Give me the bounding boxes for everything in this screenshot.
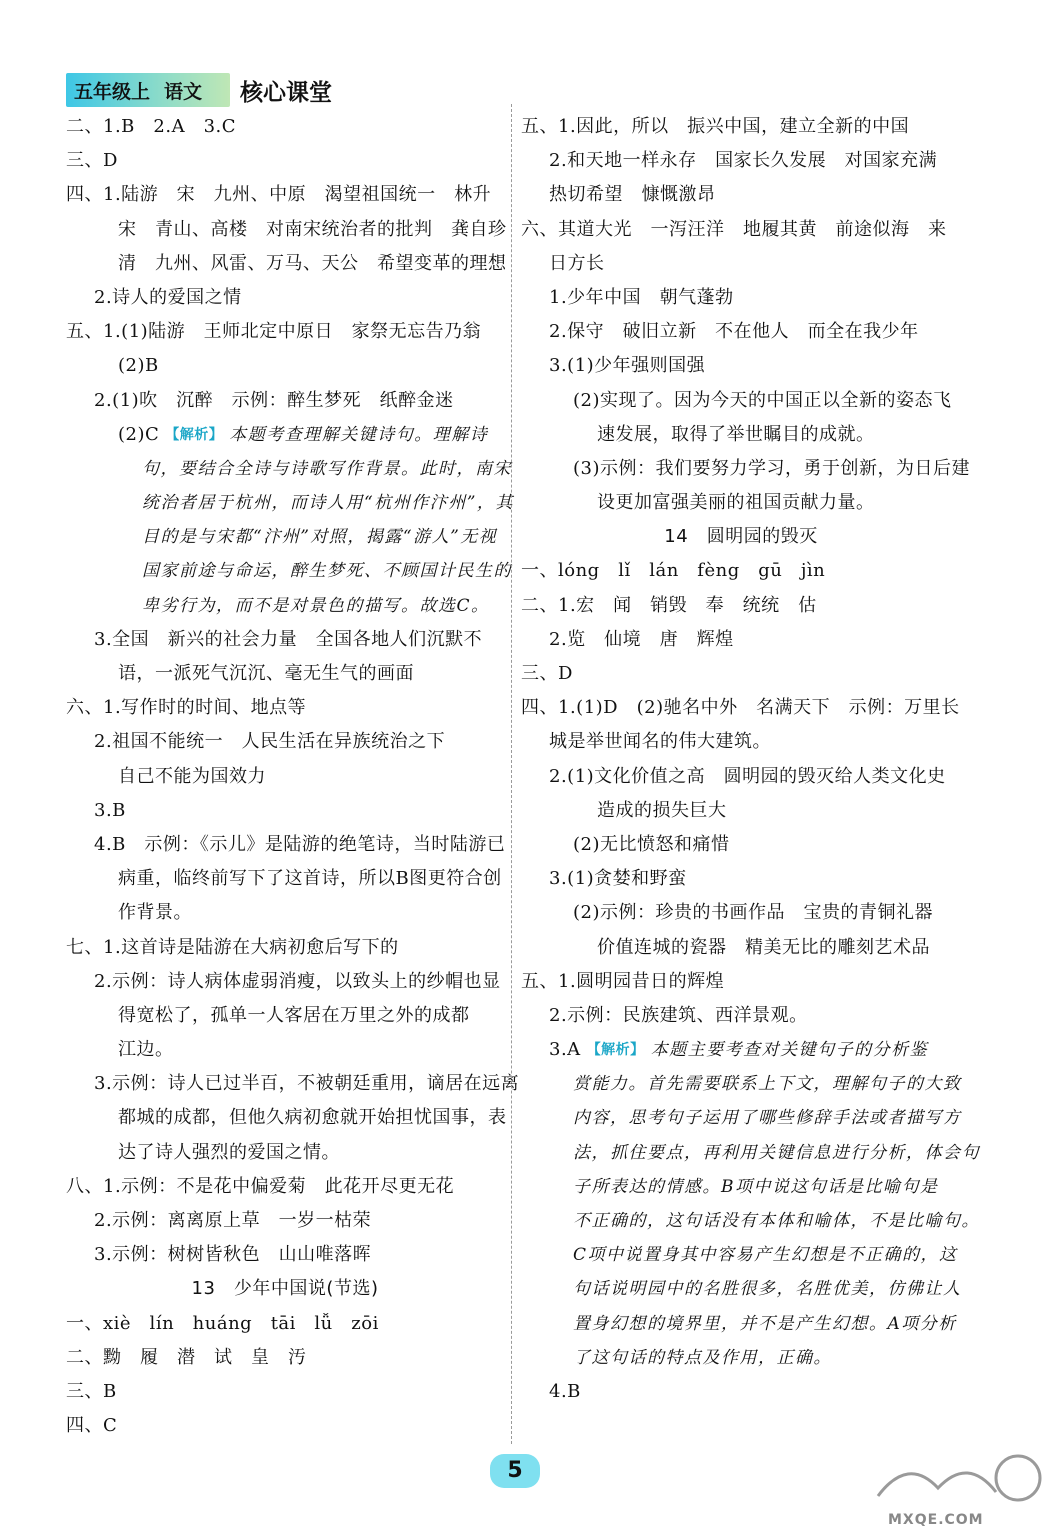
right-column-line xyxy=(521,657,961,691)
line-text: 4.B xyxy=(549,1380,581,1402)
line-text: 城是举世闻名的伟大建筑。 xyxy=(549,731,771,753)
left-column-line xyxy=(66,247,507,281)
line-text: 日方长 xyxy=(549,252,605,274)
line-text: 目的是与宋都“汴州”对照，揭露“游人”无视 xyxy=(142,527,498,548)
right-column-line xyxy=(521,554,961,588)
left-column-line xyxy=(66,1409,504,1443)
line-text: 子所表达的情感。B项中说这句话是比喻句是 xyxy=(573,1176,939,1197)
analysis-tag: 【解析】 xyxy=(586,1042,645,1059)
right-column-line xyxy=(521,1136,980,1170)
line-text: (2)实现了。因为今天的中国正以全新的姿态飞 xyxy=(573,389,952,411)
left-column xyxy=(66,110,520,1443)
line-text: (2)B xyxy=(118,355,159,377)
left-column-line xyxy=(66,965,504,999)
line-text: 语，一派死气沉沉、毫无生气的画面 xyxy=(118,663,414,684)
line-text: 统治者居于杭州，而诗人用“杭州作汴州”，其 xyxy=(142,493,514,514)
line-text: 2.和天地一样永存 国家长久发展 对国家充满 xyxy=(549,150,938,172)
column-divider xyxy=(511,104,512,1444)
left-column-line xyxy=(66,349,504,383)
line-text: C项中说置身其中容易产生幻想是不正确的，这 xyxy=(573,1245,958,1266)
left-column-line xyxy=(66,999,504,1033)
right-column-line xyxy=(521,349,961,383)
right-column-line xyxy=(521,384,961,418)
line-text: 2.(1)吹 沉醉 示例：醉生梦死 纸醉金迷 xyxy=(94,389,454,411)
right-column-line xyxy=(521,1101,961,1135)
grade-subject-badge xyxy=(66,73,230,107)
line-text: 热切希望 慷慨激昂 xyxy=(549,184,716,206)
right-column-line xyxy=(521,725,961,759)
line-text: 病重，临终前写下了这首诗，所以B图更符合创 xyxy=(118,868,502,890)
line-text: 三、D xyxy=(521,663,573,684)
right-column-line xyxy=(521,315,961,349)
line-text: 二、1.B 2.A 3.C xyxy=(66,116,237,137)
line-text: 五、1.因此，所以 振兴中国，建立全新的中国 xyxy=(521,116,910,137)
right-column-line xyxy=(521,1067,961,1101)
line-text: 3.(1)贪婪和野蛮 xyxy=(549,868,687,890)
left-column-line xyxy=(66,1136,504,1170)
line-text: 四、C xyxy=(66,1415,118,1437)
line-text: 六、其道大光 一泻汪洋 地履其黄 前途似海 来 xyxy=(521,218,947,240)
right-column-line xyxy=(521,486,961,520)
line-text: 得宽松了，孤单一人客居在万里之外的成都 xyxy=(118,1004,470,1026)
left-column-line xyxy=(66,144,504,178)
right-column-line xyxy=(521,144,961,178)
line-text: 2.览 仙境 唐 辉煌 xyxy=(549,628,734,650)
left-column-line xyxy=(66,1101,507,1135)
right-column-line xyxy=(521,931,961,965)
line-text: 江边。 xyxy=(118,1039,174,1061)
right-column xyxy=(521,110,980,1409)
line-text: 3.A xyxy=(549,1039,581,1061)
line-text: 2.保守 破旧立新 不在他人 而全在我少年 xyxy=(549,321,919,343)
right-column-line xyxy=(521,281,961,315)
line-text: 3.(1)少年强则国强 xyxy=(549,355,706,377)
right-column-line xyxy=(521,178,961,212)
line-text: 国家前途与命运，醉生梦死、不顾国计民生的 xyxy=(142,561,512,582)
right-column-line xyxy=(521,1272,961,1306)
right-column-line xyxy=(521,520,961,554)
left-column-line xyxy=(66,794,504,828)
right-column-line xyxy=(521,1204,980,1238)
line-text: 速发展，取得了举世瞩目的成就。 xyxy=(597,423,875,445)
line-text: 价值连城的瓷器 精美无比的雕刻艺术品 xyxy=(597,936,930,958)
line-text: 1.少年中国 朝气蓬勃 xyxy=(549,286,734,308)
right-column-line xyxy=(521,896,961,930)
right-column-line xyxy=(521,213,961,247)
left-column-line xyxy=(66,1033,504,1067)
analysis-text: 本题主要考查对关键句子的分析鉴 xyxy=(650,1040,929,1061)
line-text: 二、1.宏 闻 销毁 奉 统统 估 xyxy=(521,594,817,616)
line-text: 二、黝 履 潜 试 皇 汚 xyxy=(66,1346,307,1368)
right-column-line xyxy=(521,1238,961,1272)
line-text: 四、1.陆游 宋 九州、中原 渴望祖国统一 林升 xyxy=(66,184,492,206)
left-column-line xyxy=(66,1307,504,1341)
right-column-line xyxy=(521,691,961,725)
left-column-line xyxy=(66,1375,504,1409)
right-column-line xyxy=(521,999,961,1033)
left-column-line xyxy=(66,520,504,554)
line-text: 六、1.写作时的时间、地点等 xyxy=(66,697,307,719)
line-text: (2)示例：珍贵的书画作品 宝贵的青铜礼器 xyxy=(573,902,933,924)
left-column-line xyxy=(66,213,507,247)
right-column-line xyxy=(521,452,970,486)
line-text: 2.祖国不能统一 人民生活在异族统治之下 xyxy=(94,731,446,753)
line-text: 13 少年中国说(节选) xyxy=(191,1278,379,1300)
line-text: 宋 青山、高楼 对南宋统治者的批判 龚自珍 xyxy=(118,218,507,240)
left-column-line xyxy=(66,931,504,965)
watermark-text: MXQE.COM xyxy=(888,1512,984,1528)
book-title: 核心课堂 xyxy=(240,79,333,106)
line-text: 2.示例：民族建筑、西洋景观。 xyxy=(549,1004,808,1026)
line-text: (3)示例：我们要努力学习，勇于创新，为日后建 xyxy=(573,457,970,479)
line-text: 设更加富强美丽的祖国贡献力量。 xyxy=(597,492,875,514)
line-text: 三、B xyxy=(66,1380,117,1402)
left-column-line xyxy=(66,760,504,794)
line-text: 2.示例：诗人病体虚弱消瘦，以致头上的纱帽也显 xyxy=(94,970,501,992)
line-text: 都城的成都，但他久病初愈就开始担忧国事，表 xyxy=(118,1107,507,1129)
line-text: 自己不能为国效力 xyxy=(118,765,266,787)
line-text: 内容，思考句子运用了哪些修辞手法或者描写方 xyxy=(573,1108,962,1129)
line-text: 2.诗人的爱国之情 xyxy=(94,286,242,308)
right-column-line xyxy=(521,623,961,657)
line-text: 置身幻想的境界里，并不是产生幻想。A项分析 xyxy=(573,1313,957,1334)
left-column-line xyxy=(66,1238,504,1272)
right-column-line xyxy=(521,1375,961,1409)
line-text: 不正确的，这句话没有本体和喻体，不是比喻句。 xyxy=(573,1211,980,1231)
right-column-line xyxy=(521,110,961,144)
left-column-line xyxy=(66,725,504,759)
page-header xyxy=(66,70,332,110)
line-text: 14 圆明园的毁灭 xyxy=(664,526,818,548)
left-column-line xyxy=(66,384,504,418)
line-text: 清 九州、风雷、万马、天公 希望变革的理想 xyxy=(118,252,507,274)
line-text: 3.示例：树树皆秋色 山山唯落晖 xyxy=(94,1244,372,1266)
right-column-line xyxy=(521,589,961,623)
line-text: 了这句话的特点及作用，正确。 xyxy=(573,1347,832,1368)
line-text: 三、D xyxy=(66,150,118,172)
right-column-line xyxy=(521,965,961,999)
grade-label: 五年级上 xyxy=(74,80,151,103)
line-text: 句，要结合全诗与诗歌写作背景。此时，南宋 xyxy=(142,458,512,479)
right-column-line xyxy=(521,828,961,862)
line-text: 五、1.圆明园昔日的辉煌 xyxy=(521,970,725,992)
line-text: 卑劣行为，而不是对景色的描写。故选C。 xyxy=(142,595,490,616)
line-text: 句话说明园中的名胜很多，名胜优美，仿佛让人 xyxy=(573,1279,962,1300)
left-column-line xyxy=(66,657,504,691)
left-column-line xyxy=(66,896,504,930)
right-column-line xyxy=(521,1033,961,1067)
line-text: 法，抓住要点，再利用关键信息进行分析，体会句 xyxy=(573,1142,980,1163)
left-column-line xyxy=(66,554,512,588)
right-column-line xyxy=(521,1341,961,1375)
right-column-line xyxy=(521,418,961,452)
subject-label: 语文 xyxy=(164,80,203,103)
left-column-line xyxy=(66,315,504,349)
watermark-logo xyxy=(868,1448,1044,1532)
line-text: 4.B 示例：《示儿》是陆游的绝笔诗，当时陆游已 xyxy=(94,833,506,855)
line-text: 2.(1)文化价值之高 圆明园的毁灭给人类文化史 xyxy=(549,765,946,787)
left-column-line xyxy=(66,623,504,657)
line-text: (2)无比愤怒和痛惜 xyxy=(573,833,730,855)
line-text: (2)C xyxy=(118,423,160,445)
analysis-text: 本题考查理解关键诗句。理解诗 xyxy=(229,424,489,445)
line-text: 五、1.(1)陆游 王师北定中原日 家祭无忘告乃翁 xyxy=(66,321,482,343)
left-column-line xyxy=(66,281,504,315)
right-column-line xyxy=(521,1170,961,1204)
right-column-line xyxy=(521,862,961,896)
left-column-line xyxy=(66,862,504,896)
left-column-line xyxy=(66,1341,504,1375)
left-column-line xyxy=(66,1204,504,1238)
left-column-line xyxy=(66,1170,504,1204)
line-text: 2.示例：离离原上草 一岁一枯荣 xyxy=(94,1210,372,1231)
right-column-line xyxy=(521,760,961,794)
line-text: 八、1.示例：不是花中偏爱菊 此花开尽更无花 xyxy=(66,1175,455,1197)
line-text: 一、xiè lín huáng tāi lǚ zōi xyxy=(66,1312,379,1334)
line-text: 造成的损失巨大 xyxy=(597,799,727,821)
line-text: 作背景。 xyxy=(118,902,192,924)
left-column-line xyxy=(66,418,504,452)
analysis-tag: 【解析】 xyxy=(165,426,224,443)
line-text: 3.全国 新兴的社会力量 全国各地人们沉默不 xyxy=(94,628,483,650)
left-column-line xyxy=(66,828,504,862)
left-column-line xyxy=(66,110,504,144)
line-text: 3.B xyxy=(94,799,126,821)
page-number: 5 xyxy=(490,1454,540,1488)
left-column-line xyxy=(66,1067,520,1101)
left-column-line xyxy=(66,589,504,623)
line-text: 达了诗人强烈的爱国之情。 xyxy=(118,1141,340,1163)
line-text: 3.示例：诗人已过半百，不被朝廷重用，谪居在远离 xyxy=(94,1073,520,1095)
right-column-line xyxy=(521,794,961,828)
line-text: 七、1.这首诗是陆游在大病初愈后写下的 xyxy=(66,936,399,958)
right-column-line xyxy=(521,1307,961,1341)
left-column-line xyxy=(66,452,512,486)
line-text: 赏能力。首先需要联系上下文，理解句子的大致 xyxy=(573,1074,962,1095)
line-text: 一、lóng lǐ lán fèng gū jìn xyxy=(521,560,826,582)
left-column-line xyxy=(66,486,514,520)
left-column-line xyxy=(66,178,504,212)
line-text: 四、1.(1)D (2)驰名中外 名满天下 示例：万里长 xyxy=(521,697,960,719)
left-column-line xyxy=(66,1272,504,1306)
right-column-line xyxy=(521,247,961,281)
left-column-line xyxy=(66,691,504,725)
